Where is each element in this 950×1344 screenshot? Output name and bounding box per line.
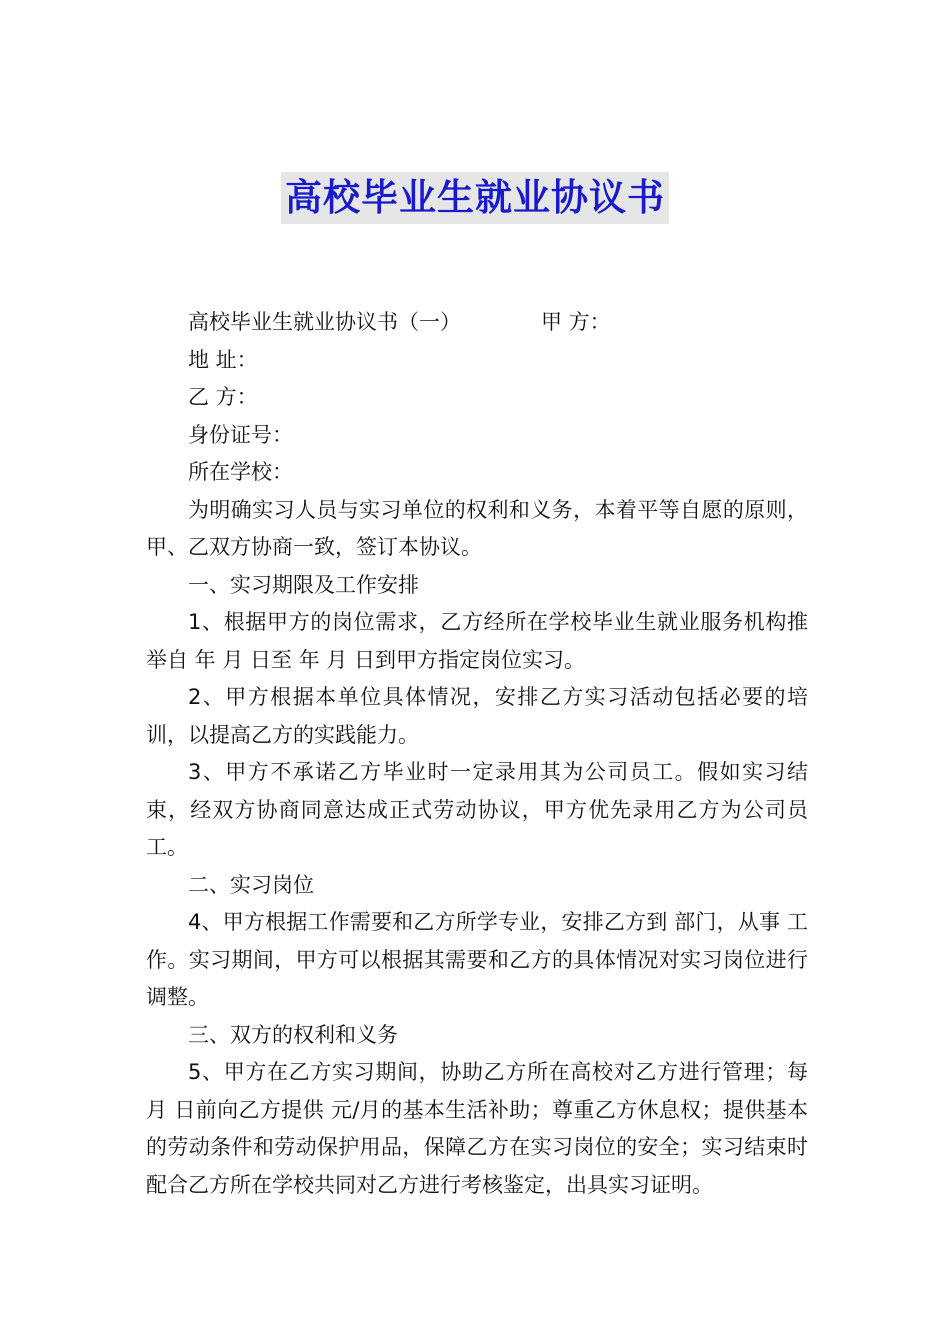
section-heading-3: 三、双方的权利和义务 <box>188 1022 398 1047</box>
preamble-paragraph: 为明确实习人员与实习单位的权利和义务，本着平等自愿的原则，甲、乙双方协商一致，签订本协议。 <box>146 497 808 559</box>
clause-4: 4、甲方根据工作需要和乙方所学专业，安排乙方到 部门，从事 工作。实习期间，甲方可以根据其需要和乙方的具体情况对实习岗位进行调整。 <box>146 910 808 1009</box>
party-a-label: 甲 方： <box>541 310 611 334</box>
clause-5: 5、甲方在乙方实习期间，协助乙方所在高校对乙方进行管理；每月 日前向乙方提供 元/月的基本生活补助；尊重乙方休息权；提供基本的劳动条件和劳动保护用品，保障乙方在实习岗位的安全；实习结束时配合乙方所在学校共同对乙方进行考核鉴定，出具实习证明。 <box>146 1060 808 1197</box>
intro-line <box>146 304 808 342</box>
id-number-label: 身份证号： <box>188 422 293 447</box>
agreement-heading: 高校毕业生就业协议书（一） <box>188 310 461 334</box>
section-heading-1: 一、实习期限及工作安排 <box>188 572 419 597</box>
clause-2: 2、甲方根据本单位具体情况，安排乙方实习活动包括必要的培训，以提高乙方的实践能力。 <box>146 685 808 747</box>
document-title: 高校毕业生就业协议书 <box>281 172 669 224</box>
clause-1: 1、根据甲方的岗位需求，乙方经所在学校毕业生就业服务机构推举自 年 月 日至 年 月 日到甲方指定岗位实习。 <box>146 610 808 672</box>
clause-3: 3、甲方不承诺乙方毕业时一定录用其为公司员工。假如实习结束，经双方协商同意达成正式劳动协议，甲方优先录用乙方为公司员工。 <box>146 760 808 859</box>
school-label: 所在学校： <box>188 460 293 484</box>
section-heading-2: 二、实习岗位 <box>188 872 314 897</box>
title-container <box>0 172 950 224</box>
address-label: 地 址： <box>188 347 258 372</box>
document-body <box>146 304 808 1204</box>
party-b-label: 乙 方： <box>188 385 258 409</box>
